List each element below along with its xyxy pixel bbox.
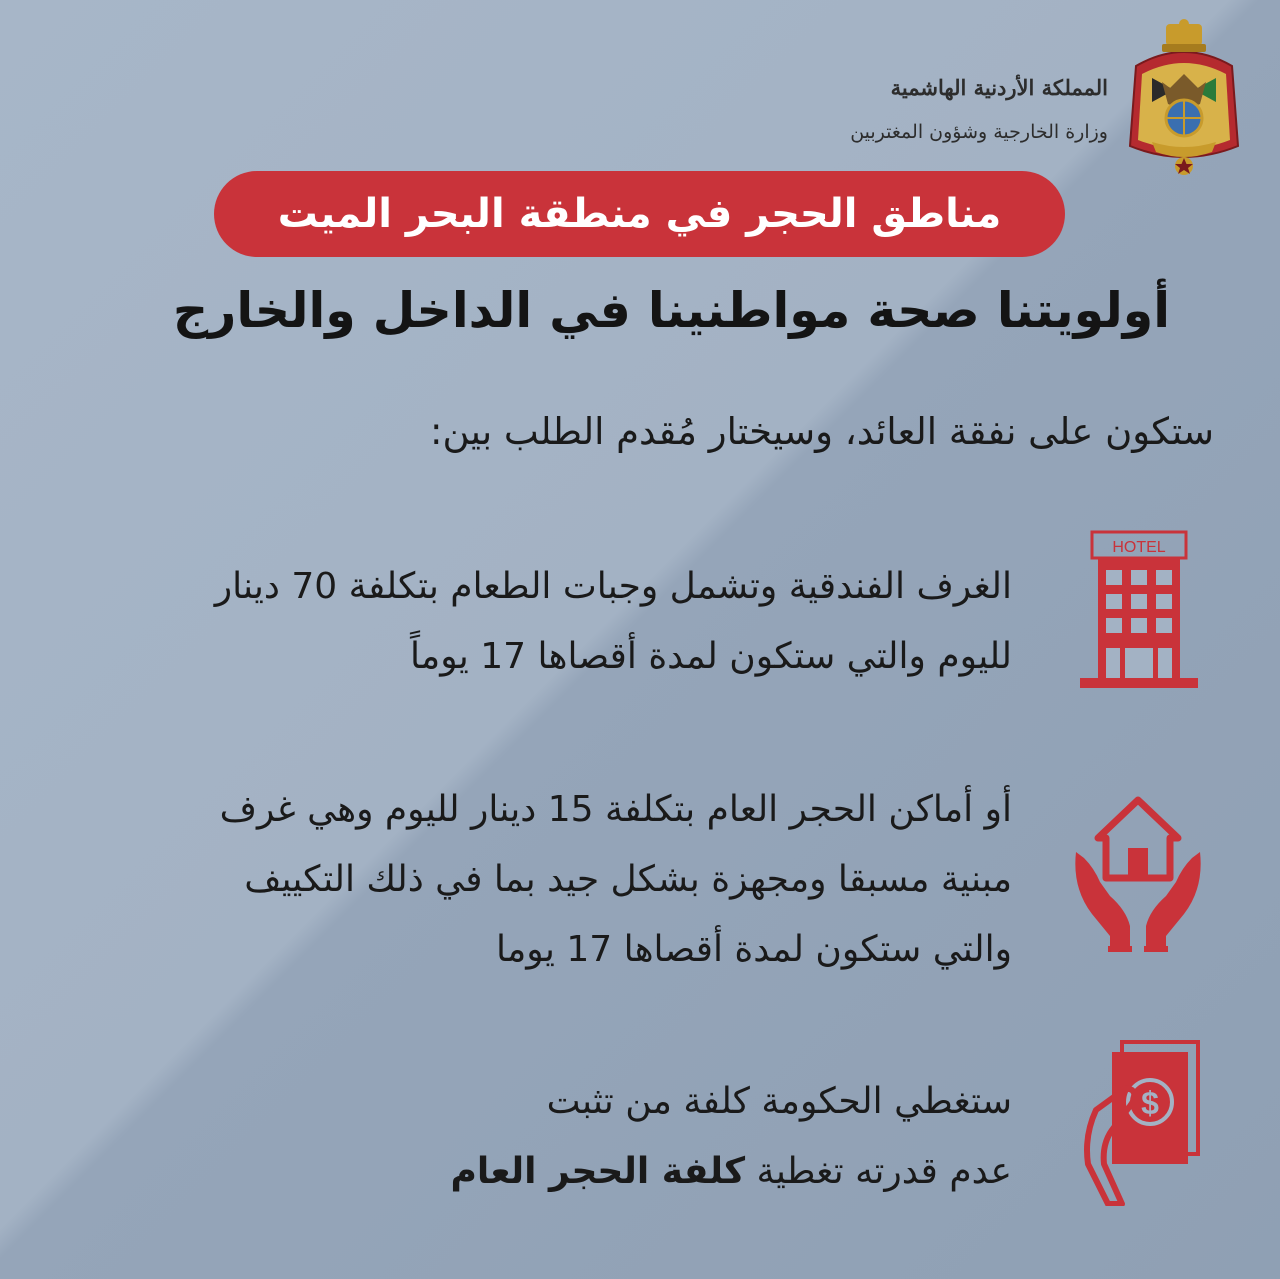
ministry-line-1: المملكة الأردنية الهاشمية (890, 75, 1108, 100)
title-banner (214, 171, 1065, 257)
hand-money-icon (1078, 1040, 1204, 1206)
option-line-prefix: عدم قدرته تغطية (745, 1151, 1012, 1192)
option-line: لليوم والتي ستكون لمدة أقصاها 17 يوماً (409, 636, 1012, 677)
option-line: والتي ستكون لمدة أقصاها 17 يوما (496, 929, 1012, 970)
option-government-coverage-text (32, 1067, 1012, 1207)
option-line-bold: كلفة الحجر العام (450, 1151, 746, 1192)
option-line: أو أماكن الحجر العام بتكلفة 15 دينار لليوم وهي غرف (219, 789, 1012, 830)
banner-title: مناطق الحجر في منطقة البحر الميت (277, 191, 1002, 237)
hotel-icon (1080, 528, 1198, 690)
option-line: الغرف الفندقية وتشمل وجبات الطعام بتكلفة 70 دينار (214, 566, 1012, 607)
headline: أولويتنا صحة مواطنينا في الداخل والخارج (172, 282, 1170, 339)
intro-text: ستكون على نفقة العائد، وسيختار مُقدم الطلب بين: (430, 410, 1214, 453)
option-line: ستغطي الحكومة كلفة من تثبت (546, 1081, 1012, 1122)
hands-house-icon (1070, 796, 1206, 954)
option-line: مبنية مسبقا ومجهزة بشكل جيد بما في ذلك التكييف (244, 859, 1012, 900)
ministry-line-2: وزارة الخارجية وشؤون المغتربين (850, 121, 1108, 143)
coat-of-arms-icon (1122, 18, 1246, 180)
option-line (32, 1137, 1012, 1207)
ministry-name (778, 66, 1108, 154)
hotel-sign-label: HOTEL (1112, 539, 1166, 556)
svg-text:$: $ (1141, 1085, 1159, 1121)
option-public-quarantine-text (32, 775, 1012, 985)
option-hotel-text (32, 552, 1012, 692)
